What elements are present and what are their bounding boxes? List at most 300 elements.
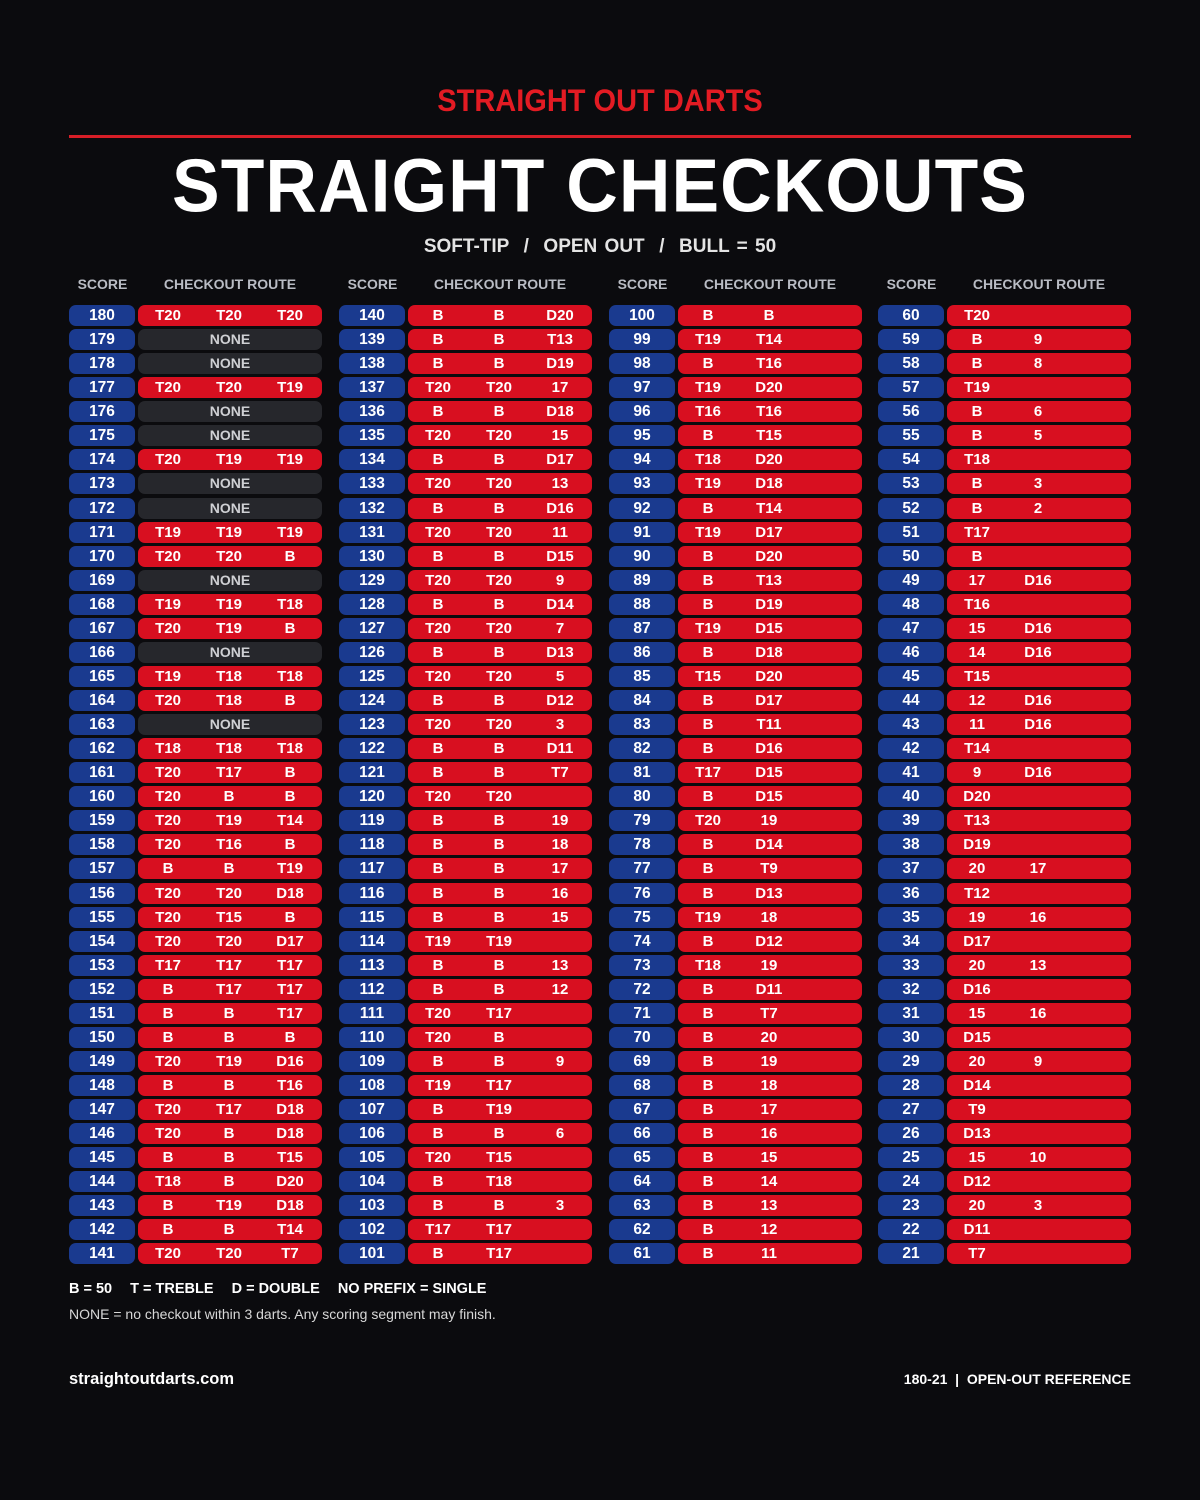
dart-2: B: [493, 547, 505, 565]
score-cell: 37: [878, 858, 944, 879]
table-row: [609, 498, 862, 519]
dart-2: T16: [756, 355, 782, 373]
table-row: [339, 907, 592, 928]
route-cell: [947, 1099, 1131, 1120]
table-row: [878, 329, 1131, 350]
table-row: [609, 1219, 862, 1240]
table-row: [609, 618, 862, 639]
score-cell: 51: [878, 522, 944, 543]
dart-1: B: [432, 331, 444, 349]
dart-2: D17: [755, 692, 783, 709]
dart-1: T20: [425, 475, 451, 493]
dart-1: B: [702, 595, 714, 613]
dart-3: B: [284, 836, 296, 854]
dart-1: T18: [155, 740, 181, 758]
score-cell: 130: [339, 546, 405, 567]
dart-1: T19: [425, 1077, 451, 1094]
dart-1: T20: [425, 427, 451, 445]
route-cell: [138, 690, 322, 711]
dart-2: B: [223, 1004, 235, 1022]
score-cell: 23: [878, 1195, 944, 1216]
dart-2: T20: [216, 932, 242, 950]
score-cell: 95: [609, 425, 675, 446]
table-row: [69, 979, 322, 1000]
table-row: [339, 834, 592, 855]
dart-2: 11: [761, 1245, 777, 1263]
score-cell: 78: [609, 834, 675, 855]
dart-2: D15: [755, 764, 783, 782]
route-cell: [678, 618, 862, 639]
dart-1: B: [432, 1173, 444, 1191]
dart-1: B: [702, 1052, 714, 1070]
route-cell: [138, 546, 322, 567]
dart-2: T20: [216, 547, 242, 565]
dart-2: T16: [216, 836, 242, 854]
table-row: [339, 401, 592, 422]
route-cell: [408, 1147, 592, 1168]
table-row: [878, 690, 1131, 711]
score-cell: 112: [339, 979, 405, 1000]
table-row: [69, 594, 322, 615]
route-cell: [678, 883, 862, 904]
route-cell: [138, 931, 322, 952]
route-cell: [678, 955, 862, 976]
score-cell: 70: [609, 1027, 675, 1048]
score-cell: 76: [609, 883, 675, 904]
score-cell: 152: [69, 979, 135, 1000]
legend-note: NONE = no checkout within 3 darts. Any scoring segment may finish.: [69, 1306, 496, 1322]
route-cell: [947, 883, 1131, 904]
route-cell: [138, 883, 322, 904]
table-row: [878, 1003, 1131, 1024]
dart-3: T18: [277, 595, 303, 613]
route-cell: [947, 377, 1131, 398]
route-cell: [408, 786, 592, 807]
column-header: [339, 272, 592, 296]
table-row: [878, 1147, 1131, 1168]
table-row: [339, 955, 592, 976]
dart-2: B: [763, 307, 775, 324]
route-cell: [408, 762, 592, 783]
route-cell: [138, 858, 322, 879]
dart-1: B: [162, 1149, 174, 1167]
table-row: [878, 1123, 1131, 1144]
score-cell: 79: [609, 810, 675, 831]
checkout-column: [609, 272, 862, 1268]
dart-1: T20: [425, 1004, 451, 1022]
dart-2: 17: [1029, 860, 1047, 878]
route-cell: [138, 377, 322, 398]
score-cell: 135: [339, 425, 405, 446]
score-cell: 77: [609, 858, 675, 879]
table-row: [878, 738, 1131, 759]
dart-1: T18: [695, 451, 721, 469]
table-row: [609, 1075, 862, 1096]
score-cell: 43: [878, 714, 944, 735]
score-cell: 157: [69, 858, 135, 879]
route-cell: [408, 1051, 592, 1072]
route-cell: [678, 377, 862, 398]
dart-1: 15: [968, 1004, 986, 1022]
dart-2: T13: [756, 571, 782, 589]
dart-2: 18: [760, 1077, 778, 1094]
dart-2: T18: [486, 1173, 512, 1191]
score-cell: 162: [69, 738, 135, 759]
score-cell: 35: [878, 907, 944, 928]
dart-2: 19: [760, 956, 778, 974]
dart-3: T19: [277, 451, 303, 469]
table-row: [339, 1075, 592, 1096]
score-cell: 151: [69, 1003, 135, 1024]
dart-3: 6: [555, 1125, 565, 1143]
route-cell: [947, 955, 1131, 976]
dart-1: B: [702, 571, 714, 589]
score-cell: 147: [69, 1099, 135, 1120]
dart-3: B: [284, 1028, 296, 1046]
dart-3: 13: [551, 956, 569, 974]
dart-1: T15: [695, 667, 721, 685]
none-label: NONE: [209, 331, 251, 348]
dart-1: T18: [964, 451, 990, 469]
dart-2: 5: [1033, 427, 1043, 445]
table-row: [69, 1099, 322, 1120]
dart-2: B: [493, 403, 505, 421]
route-cell: [947, 449, 1131, 470]
score-header: SCORE: [886, 276, 937, 292]
route-cell: [408, 594, 592, 615]
legend-item-treble: T = TREBLE: [130, 1281, 214, 1297]
dart-3: 19: [551, 812, 569, 830]
route-header: CHECKOUT ROUTE: [972, 276, 1106, 292]
dart-2: B: [493, 1197, 505, 1215]
route-cell: [408, 979, 592, 1000]
dart-2: B: [223, 1221, 235, 1239]
dart-1: T19: [155, 667, 181, 685]
route-cell: [678, 1147, 862, 1168]
dart-1: T19: [695, 619, 721, 637]
dart-1: T17: [425, 1221, 451, 1239]
dart-2: D11: [755, 980, 783, 998]
table-row: [609, 1099, 862, 1120]
table-row: [878, 618, 1131, 639]
score-cell: 178: [69, 353, 135, 374]
dart-1: T20: [964, 307, 990, 324]
dart-1: 11: [969, 716, 985, 734]
route-cell: [947, 570, 1131, 591]
score-cell: 114: [339, 931, 405, 952]
route-cell: [408, 858, 592, 879]
dart-2: B: [493, 884, 505, 902]
dart-1: T20: [155, 307, 181, 324]
dart-1: B: [702, 547, 714, 565]
route-cell: [408, 1243, 592, 1264]
dart-2: T14: [756, 331, 782, 349]
dart-3: T20: [277, 307, 303, 324]
table-row: [609, 931, 862, 952]
dart-1: T19: [695, 908, 721, 926]
score-cell: 122: [339, 738, 405, 759]
route-cell: [138, 979, 322, 1000]
score-cell: 63: [609, 1195, 675, 1216]
route-cell: [947, 1075, 1131, 1096]
route-cell: [408, 1123, 592, 1144]
route-cell: [947, 1123, 1131, 1144]
dart-2: 16: [760, 1125, 778, 1143]
dart-1: T17: [695, 764, 721, 782]
score-cell: 126: [339, 642, 405, 663]
score-cell: 64: [609, 1171, 675, 1192]
route-cell: [678, 762, 862, 783]
score-header: SCORE: [617, 276, 668, 292]
dart-2: T19: [216, 812, 242, 830]
dart-3: D13: [546, 643, 574, 661]
route-cell: [678, 1075, 862, 1096]
route-cell: [408, 642, 592, 663]
dart-1: T15: [964, 667, 990, 685]
dart-2: B: [493, 860, 505, 878]
route-cell: [408, 570, 592, 591]
dart-2: T20: [486, 667, 512, 685]
dart-2: 20: [760, 1028, 778, 1046]
table-row: [878, 834, 1131, 855]
table-row: [609, 762, 862, 783]
route-cell: [138, 305, 322, 326]
route-cell: [947, 546, 1131, 567]
dart-1: B: [971, 499, 983, 517]
table-row: [609, 425, 862, 446]
score-cell: 67: [609, 1099, 675, 1120]
score-cell: 87: [609, 618, 675, 639]
dart-2: T19: [486, 932, 512, 950]
score-cell: 94: [609, 449, 675, 470]
route-none-cell: [138, 642, 322, 663]
table-row: [609, 1003, 862, 1024]
score-cell: 133: [339, 473, 405, 494]
dart-2: T15: [216, 908, 242, 926]
dart-1: B: [971, 331, 983, 349]
table-row: [69, 762, 322, 783]
route-cell: [678, 979, 862, 1000]
route-none-cell: [138, 473, 322, 494]
table-row: [609, 377, 862, 398]
route-cell: [138, 1099, 322, 1120]
dart-2: D15: [755, 619, 783, 637]
dart-1: B: [432, 451, 444, 469]
score-cell: 175: [69, 425, 135, 446]
table-row: [69, 907, 322, 928]
dart-3: 15: [551, 908, 569, 926]
route-cell: [947, 858, 1131, 879]
dart-1: B: [432, 1245, 444, 1263]
legend: [69, 1279, 500, 1299]
dart-2: T19: [216, 1197, 242, 1215]
table-row: [609, 1123, 862, 1144]
table-row: [878, 401, 1131, 422]
score-cell: 102: [339, 1219, 405, 1240]
dart-2: D16: [1024, 692, 1052, 709]
route-header: CHECKOUT ROUTE: [163, 276, 297, 292]
route-cell: [947, 714, 1131, 735]
dart-1: 20: [968, 1197, 986, 1215]
dart-1: T20: [155, 1125, 181, 1143]
score-cell: 144: [69, 1171, 135, 1192]
dart-1: T20: [425, 1028, 451, 1046]
route-none-cell: [138, 498, 322, 519]
dart-1: B: [702, 427, 714, 445]
score-cell: 127: [339, 618, 405, 639]
table-row: [69, 1219, 322, 1240]
table-row: [878, 522, 1131, 543]
dart-2: T18: [216, 692, 242, 709]
route-cell: [408, 738, 592, 759]
table-row: [69, 666, 322, 687]
route-cell: [947, 498, 1131, 519]
table-row: [878, 570, 1131, 591]
route-cell: [947, 738, 1131, 759]
checkout-column: [69, 272, 322, 1268]
score-cell: 85: [609, 666, 675, 687]
none-label: NONE: [209, 355, 251, 372]
table-row: [878, 1075, 1131, 1096]
dart-2: B: [493, 740, 505, 758]
score-cell: 39: [878, 810, 944, 831]
score-cell: 25: [878, 1147, 944, 1168]
route-none-cell: [138, 401, 322, 422]
score-cell: 115: [339, 907, 405, 928]
dart-1: 20: [968, 1052, 986, 1070]
score-cell: 169: [69, 570, 135, 591]
dart-1: B: [702, 692, 714, 709]
table-row: [69, 522, 322, 543]
checkout-column: [878, 272, 1131, 1268]
route-cell: [408, 449, 592, 470]
dart-3: T13: [547, 331, 573, 349]
score-header: SCORE: [347, 276, 398, 292]
dart-3: B: [284, 764, 296, 782]
route-cell: [138, 522, 322, 543]
dart-3: B: [284, 692, 296, 709]
dart-2: 9: [1033, 331, 1043, 349]
dart-1: B: [432, 980, 444, 998]
dart-2: 12: [760, 1221, 778, 1239]
dart-1: D16: [963, 980, 991, 998]
score-cell: 84: [609, 690, 675, 711]
score-cell: 46: [878, 642, 944, 663]
dart-1: T20: [155, 451, 181, 469]
website-link[interactable]: straightoutdarts.com: [69, 1370, 235, 1388]
dart-2: T7: [760, 1004, 778, 1022]
none-label: NONE: [209, 475, 251, 492]
score-cell: 105: [339, 1147, 405, 1168]
dart-2: D13: [755, 884, 783, 902]
route-cell: [947, 931, 1131, 952]
dart-1: T20: [155, 764, 181, 782]
dart-3: B: [284, 788, 296, 806]
dart-2: D20: [755, 379, 783, 397]
score-cell: 109: [339, 1051, 405, 1072]
dart-1: D20: [963, 788, 991, 806]
dart-1: T17: [155, 956, 181, 974]
dart-1: T14: [964, 740, 990, 758]
dart-1: B: [702, 1125, 714, 1143]
dart-2: T17: [216, 956, 242, 974]
dart-1: B: [702, 1197, 714, 1215]
dart-2: T11: [756, 716, 782, 734]
route-cell: [138, 810, 322, 831]
dart-1: T16: [695, 403, 721, 421]
route-cell: [138, 449, 322, 470]
dart-2: B: [223, 860, 235, 878]
dart-3: D17: [276, 932, 304, 950]
route-cell: [678, 1099, 862, 1120]
route-cell: [678, 834, 862, 855]
route-cell: [138, 907, 322, 928]
route-cell: [947, 1171, 1131, 1192]
route-cell: [678, 738, 862, 759]
table-row: [878, 714, 1131, 735]
legend-item-single: NO PREFIX = SINGLE: [337, 1281, 487, 1297]
dart-2: B: [493, 1125, 505, 1143]
score-cell: 86: [609, 642, 675, 663]
score-cell: 166: [69, 642, 135, 663]
table-row: [609, 907, 862, 928]
dart-1: B: [971, 475, 983, 493]
score-cell: 30: [878, 1027, 944, 1048]
dart-1: 9: [972, 764, 982, 782]
table-row: [878, 353, 1131, 374]
table-row: [69, 618, 322, 639]
table-row: [339, 618, 592, 639]
dart-1: B: [432, 740, 444, 758]
route-cell: [408, 810, 592, 831]
route-cell: [138, 594, 322, 615]
route-cell: [138, 1003, 322, 1024]
dart-1: T7: [968, 1245, 986, 1263]
score-cell: 48: [878, 594, 944, 615]
dart-2: B: [493, 307, 505, 324]
route-cell: [947, 1003, 1131, 1024]
dart-3: D12: [546, 692, 574, 709]
table-row: [609, 305, 862, 326]
score-cell: 59: [878, 329, 944, 350]
table-row: [878, 883, 1131, 904]
dart-3: 13: [551, 475, 569, 493]
score-cell: 83: [609, 714, 675, 735]
dart-2: B: [493, 499, 505, 517]
table-row: [878, 858, 1131, 879]
route-cell: [947, 401, 1131, 422]
score-cell: 53: [878, 473, 944, 494]
score-cell: 171: [69, 522, 135, 543]
dart-2: D18: [755, 475, 783, 493]
score-cell: 55: [878, 425, 944, 446]
brand-name: STRAIGHT OUT DARTS: [437, 83, 763, 119]
score-cell: 132: [339, 498, 405, 519]
dart-1: T20: [155, 1101, 181, 1119]
score-cell: 49: [878, 570, 944, 591]
dart-1: 15: [968, 1149, 986, 1167]
dart-1: B: [702, 836, 714, 854]
score-cell: 106: [339, 1123, 405, 1144]
table-row: [878, 786, 1131, 807]
score-cell: 155: [69, 907, 135, 928]
dart-2: D16: [1024, 571, 1052, 589]
route-cell: [138, 618, 322, 639]
route-cell: [678, 570, 862, 591]
dart-2: B: [223, 1077, 235, 1094]
dart-2: T17: [216, 980, 242, 998]
dart-3: 17: [551, 860, 569, 878]
